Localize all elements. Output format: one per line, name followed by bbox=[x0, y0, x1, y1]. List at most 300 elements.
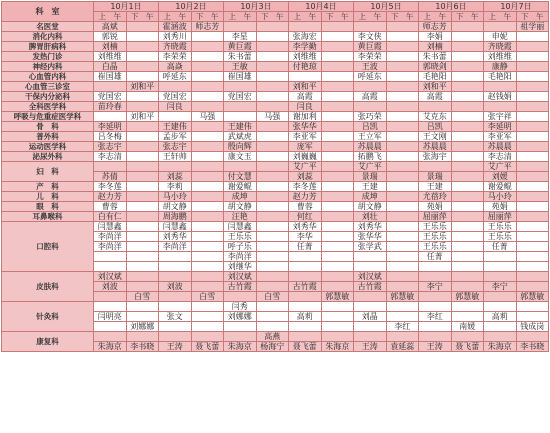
doctor-cell bbox=[126, 232, 159, 242]
doctor-cell: 王建 bbox=[419, 182, 452, 192]
doctor-cell: 崔国雄 bbox=[94, 72, 127, 82]
doctor-cell: 李书晓 bbox=[126, 342, 159, 352]
doctor-cell bbox=[516, 302, 549, 312]
doctor-cell: 吕凯 bbox=[354, 122, 387, 132]
doctor-cell bbox=[516, 152, 549, 162]
doctor-cell: 李亚军 bbox=[289, 132, 322, 142]
doctor-cell: 黄巨霞 bbox=[354, 42, 387, 52]
doctor-cell bbox=[451, 212, 484, 222]
doctor-cell bbox=[321, 102, 354, 112]
doctor-cell: 党国宏 bbox=[94, 92, 127, 102]
doctor-cell: 苏晨晨 bbox=[484, 142, 517, 152]
doctor-cell bbox=[321, 172, 354, 182]
doctor-cell bbox=[516, 212, 549, 222]
doctor-cell bbox=[94, 262, 127, 272]
doctor-cell bbox=[419, 262, 452, 272]
doctor-cell bbox=[451, 152, 484, 162]
doctor-cell: 孟步军 bbox=[159, 132, 192, 142]
doctor-cell bbox=[484, 22, 517, 32]
doctor-cell bbox=[321, 332, 354, 342]
date-header: 10月6日 bbox=[419, 2, 484, 12]
doctor-cell: 曹蓉 bbox=[94, 202, 127, 212]
doctor-cell bbox=[451, 252, 484, 262]
doctor-cell bbox=[354, 102, 387, 112]
doctor-cell: 白晶 bbox=[94, 62, 127, 72]
doctor-cell bbox=[126, 182, 159, 192]
doctor-cell bbox=[386, 162, 419, 172]
doctor-cell: 刘维维 bbox=[484, 52, 517, 62]
doctor-cell: 袁延蕊 bbox=[386, 342, 419, 352]
dept-name: 产 科 bbox=[2, 182, 94, 192]
doctor-cell: 白雪 bbox=[126, 292, 159, 302]
doctor-cell bbox=[126, 192, 159, 202]
doctor-cell: 张文 bbox=[159, 312, 192, 322]
date-header: 10月4日 bbox=[289, 2, 354, 12]
doctor-cell bbox=[126, 132, 159, 142]
doctor-cell: 拓鹏飞 bbox=[354, 152, 387, 162]
doctor-cell bbox=[191, 102, 224, 112]
doctor-cell: 崔国雄 bbox=[224, 72, 257, 82]
doctor-cell: 胡文静 bbox=[159, 202, 192, 212]
doctor-cell bbox=[256, 232, 289, 242]
doctor-cell: 吕冬梅 bbox=[94, 132, 127, 142]
doctor-cell bbox=[451, 192, 484, 202]
doctor-cell: 闫良 bbox=[159, 102, 192, 112]
doctor-cell bbox=[386, 82, 419, 92]
doctor-cell: 刘和平 bbox=[419, 82, 452, 92]
doctor-cell bbox=[191, 162, 224, 172]
doctor-cell bbox=[321, 272, 354, 282]
doctor-cell: 毛艳阳 bbox=[419, 72, 452, 82]
doctor-cell: 聂飞蕾 bbox=[451, 342, 484, 352]
doctor-cell bbox=[289, 332, 322, 342]
doctor-cell: 李志清 bbox=[94, 152, 127, 162]
doctor-cell bbox=[419, 302, 452, 312]
doctor-cell bbox=[451, 132, 484, 142]
doctor-cell: 闫明亮 bbox=[94, 312, 127, 322]
doctor-cell bbox=[191, 282, 224, 292]
doctor-cell bbox=[256, 262, 289, 272]
doctor-cell bbox=[354, 292, 387, 302]
doctor-cell bbox=[94, 112, 127, 122]
doctor-cell bbox=[289, 302, 322, 312]
doctor-cell: 成坤 bbox=[354, 192, 387, 202]
doctor-cell bbox=[386, 32, 419, 42]
doctor-cell: 郭慧敏 bbox=[386, 292, 419, 302]
doctor-cell: 谢爱鲲 bbox=[484, 182, 517, 192]
doctor-cell bbox=[321, 152, 354, 162]
doctor-cell bbox=[451, 262, 484, 272]
dept-name: 名医堂 bbox=[2, 22, 94, 32]
table-row bbox=[2, 332, 549, 342]
doctor-cell bbox=[191, 32, 224, 42]
doctor-cell bbox=[386, 232, 419, 242]
doctor-cell: 刘和平 bbox=[289, 82, 322, 92]
schedule-table bbox=[1, 1, 549, 352]
doctor-cell bbox=[516, 72, 549, 82]
dept-name: 消化内科 bbox=[2, 32, 94, 42]
doctor-cell bbox=[289, 292, 322, 302]
doctor-cell bbox=[191, 242, 224, 252]
doctor-cell: 付艳琼 bbox=[289, 62, 322, 72]
table-row bbox=[2, 222, 549, 232]
doctor-cell: 刘维维 bbox=[289, 52, 322, 62]
doctor-cell: 白雪 bbox=[256, 292, 289, 302]
doctor-cell: 马小玲 bbox=[159, 192, 192, 202]
doctor-cell bbox=[321, 22, 354, 32]
doctor-cell bbox=[451, 72, 484, 82]
doctor-cell bbox=[256, 322, 289, 332]
doctor-cell bbox=[451, 22, 484, 32]
date-header: 10月5日 bbox=[354, 2, 419, 12]
doctor-cell: 任菁 bbox=[419, 252, 452, 262]
pm-header: 下 午 bbox=[256, 12, 289, 22]
doctor-cell bbox=[321, 162, 354, 172]
doctor-cell bbox=[191, 202, 224, 212]
doctor-cell: 景瑞 bbox=[419, 172, 452, 182]
doctor-cell bbox=[484, 272, 517, 282]
date-header: 10月7日 bbox=[484, 2, 549, 12]
doctor-cell: 艾克东 bbox=[419, 112, 452, 122]
doctor-cell bbox=[354, 332, 387, 342]
doctor-cell: 曹蓉 bbox=[289, 202, 322, 212]
am-header: 上 午 bbox=[94, 12, 127, 22]
doctor-cell: 景瑞 bbox=[354, 172, 387, 182]
doctor-cell: 李志清 bbox=[484, 152, 517, 162]
doctor-cell: 张巧荣 bbox=[354, 112, 387, 122]
doctor-cell bbox=[224, 322, 257, 332]
doctor-cell bbox=[516, 192, 549, 202]
doctor-cell: 康文玉 bbox=[224, 152, 257, 162]
doctor-cell: 李尚洋 bbox=[94, 232, 127, 242]
doctor-cell bbox=[256, 212, 289, 222]
dept-name: 口腔科 bbox=[2, 222, 94, 272]
doctor-cell: 郭锐 bbox=[94, 32, 127, 42]
doctor-cell: 康静 bbox=[484, 62, 517, 72]
doctor-cell bbox=[126, 282, 159, 292]
doctor-cell bbox=[484, 252, 517, 262]
doctor-cell: 赵力芳 bbox=[94, 192, 127, 202]
doctor-cell bbox=[321, 242, 354, 252]
dept-name: 心血管三诊室 bbox=[2, 82, 94, 92]
doctor-cell: 聂飞蕾 bbox=[289, 342, 322, 352]
doctor-cell bbox=[451, 42, 484, 52]
doctor-cell bbox=[386, 312, 419, 322]
doctor-cell bbox=[94, 82, 127, 92]
doctor-cell bbox=[256, 162, 289, 172]
doctor-cell bbox=[451, 102, 484, 112]
doctor-cell: 尤蓓玲 bbox=[419, 192, 452, 202]
am-header: 上 午 bbox=[224, 12, 257, 22]
doctor-cell: 付文慧 bbox=[224, 172, 257, 182]
doctor-cell: 汪艳 bbox=[224, 212, 257, 222]
dept-name: 针灸科 bbox=[2, 302, 94, 332]
doctor-cell bbox=[386, 132, 419, 142]
doctor-cell: 苑娟 bbox=[484, 202, 517, 212]
doctor-cell bbox=[126, 62, 159, 72]
doctor-cell bbox=[191, 302, 224, 312]
dept-name: 康复科 bbox=[2, 332, 94, 352]
doctor-cell bbox=[516, 182, 549, 192]
doctor-cell bbox=[451, 52, 484, 62]
table-row bbox=[2, 182, 549, 192]
doctor-cell bbox=[191, 72, 224, 82]
doctor-cell bbox=[516, 202, 549, 212]
doctor-cell: 古竹霞 bbox=[224, 282, 257, 292]
doctor-cell: 王敏 bbox=[224, 62, 257, 72]
doctor-cell bbox=[94, 302, 127, 312]
doctor-cell bbox=[386, 182, 419, 192]
doctor-cell bbox=[516, 252, 549, 262]
doctor-cell bbox=[484, 102, 517, 112]
doctor-cell: 李亚军 bbox=[484, 132, 517, 142]
doctor-cell: 高霞 bbox=[419, 92, 452, 102]
doctor-cell bbox=[256, 82, 289, 92]
doctor-cell bbox=[419, 162, 452, 172]
doctor-cell bbox=[516, 82, 549, 92]
doctor-cell bbox=[386, 262, 419, 272]
doctor-cell: 高斌 bbox=[94, 22, 127, 32]
doctor-cell bbox=[256, 32, 289, 42]
doctor-cell: 高莉 bbox=[289, 312, 322, 322]
doctor-cell bbox=[354, 252, 387, 262]
doctor-cell: 张志宇 bbox=[94, 142, 127, 152]
doctor-cell: 闫良 bbox=[289, 102, 322, 112]
doctor-cell bbox=[451, 82, 484, 92]
doctor-cell bbox=[256, 92, 289, 102]
table-row bbox=[2, 112, 549, 122]
doctor-cell bbox=[516, 32, 549, 42]
table-row bbox=[2, 82, 549, 92]
doctor-cell bbox=[289, 272, 322, 282]
doctor-cell bbox=[516, 142, 549, 152]
doctor-cell bbox=[256, 282, 289, 292]
doctor-cell bbox=[256, 202, 289, 212]
dept-name: 儿 科 bbox=[2, 192, 94, 202]
doctor-cell bbox=[516, 312, 549, 322]
dept-name: 皮肤科 bbox=[2, 272, 94, 302]
table-row bbox=[2, 32, 549, 42]
doctor-cell: 古竹霞 bbox=[354, 282, 387, 292]
doctor-cell: 苏晨晨 bbox=[419, 142, 452, 152]
doctor-cell bbox=[191, 62, 224, 72]
doctor-cell bbox=[321, 232, 354, 242]
doctor-cell: 高燕 bbox=[256, 332, 289, 342]
doctor-cell: 任菁 bbox=[484, 242, 517, 252]
dept-name: 呼吸与危重症医学科 bbox=[2, 112, 94, 122]
dept-name: 脾胃肝病科 bbox=[2, 42, 94, 52]
dept-name: 神经内科 bbox=[2, 62, 94, 72]
doctor-cell bbox=[516, 272, 549, 282]
doctor-cell bbox=[256, 242, 289, 252]
dept-name: 耳鼻喉科 bbox=[2, 212, 94, 222]
doctor-cell bbox=[256, 222, 289, 232]
doctor-cell: 李尚洋 bbox=[159, 242, 192, 252]
doctor-cell: 闫慧鑫 bbox=[94, 222, 127, 232]
am-header: 上 午 bbox=[419, 12, 452, 22]
doctor-cell bbox=[516, 132, 549, 142]
doctor-cell: 艾广平 bbox=[289, 162, 322, 172]
doctor-cell bbox=[191, 182, 224, 192]
doctor-cell: 何红 bbox=[289, 212, 322, 222]
doctor-cell bbox=[159, 302, 192, 312]
doctor-cell: 刘波 bbox=[94, 282, 127, 292]
doctor-cell: 刘汉斌 bbox=[354, 272, 387, 282]
doctor-cell: 张海宏 bbox=[289, 32, 322, 42]
doctor-cell: 郭晓剑 bbox=[419, 62, 452, 72]
doctor-cell bbox=[224, 22, 257, 32]
doctor-cell bbox=[354, 302, 387, 312]
doctor-cell bbox=[451, 32, 484, 42]
doctor-cell bbox=[451, 162, 484, 172]
doctor-cell: 师志芳 bbox=[419, 22, 452, 32]
doctor-cell bbox=[256, 172, 289, 182]
dept-name: 干保内分泌科 bbox=[2, 92, 94, 102]
doctor-cell bbox=[516, 242, 549, 252]
doctor-cell bbox=[321, 282, 354, 292]
doctor-cell: 李冬莲 bbox=[289, 182, 322, 192]
doctor-cell: 李宁 bbox=[419, 282, 452, 292]
doctor-cell: 朱海京 bbox=[321, 342, 354, 352]
doctor-cell bbox=[159, 82, 192, 92]
doctor-cell bbox=[354, 322, 387, 332]
doctor-cell: 李尚洋 bbox=[224, 252, 257, 262]
doctor-cell bbox=[451, 272, 484, 282]
doctor-cell: 刘秀华 bbox=[289, 222, 322, 232]
doctor-cell bbox=[191, 222, 224, 232]
doctor-cell: 郭慧敏 bbox=[321, 292, 354, 302]
doctor-cell: 王乐乐 bbox=[484, 222, 517, 232]
doctor-cell: 李学勤 bbox=[289, 42, 322, 52]
doctor-cell bbox=[191, 52, 224, 62]
doctor-cell: 李文侠 bbox=[354, 32, 387, 42]
dept-name: 心血管内科 bbox=[2, 72, 94, 82]
doctor-cell bbox=[354, 22, 387, 32]
doctor-cell: 毛艳阳 bbox=[484, 72, 517, 82]
doctor-cell bbox=[451, 282, 484, 292]
doctor-cell: 古竹霞 bbox=[289, 282, 322, 292]
table-row bbox=[2, 62, 549, 72]
doctor-cell bbox=[484, 262, 517, 272]
doctor-cell bbox=[191, 122, 224, 132]
doctor-cell: 朱海京 bbox=[224, 342, 257, 352]
doctor-cell bbox=[386, 122, 419, 132]
doctor-cell: 苑娟 bbox=[419, 202, 452, 212]
doctor-cell bbox=[386, 152, 419, 162]
doctor-cell bbox=[386, 22, 419, 32]
doctor-cell bbox=[126, 42, 159, 52]
doctor-cell: 刘媛 bbox=[484, 172, 517, 182]
table-row bbox=[2, 212, 549, 222]
doctor-cell bbox=[289, 252, 322, 262]
doctor-cell bbox=[386, 142, 419, 152]
doctor-cell bbox=[256, 102, 289, 112]
doctor-cell: 祖学丽 bbox=[516, 22, 549, 32]
doctor-cell bbox=[516, 172, 549, 182]
doctor-cell: 艾广平 bbox=[354, 162, 387, 172]
doctor-cell bbox=[516, 122, 549, 132]
doctor-cell: 刘娜娜 bbox=[126, 322, 159, 332]
doctor-cell: 王乐乐 bbox=[419, 232, 452, 242]
doctor-cell: 李延明 bbox=[94, 122, 127, 132]
doctor-cell: 呼延东 bbox=[159, 72, 192, 82]
doctor-cell bbox=[191, 332, 224, 342]
table-row bbox=[2, 162, 549, 172]
doctor-cell bbox=[451, 182, 484, 192]
doctor-cell bbox=[321, 82, 354, 92]
doctor-cell: 李尚洋 bbox=[94, 242, 127, 252]
doctor-cell: 朱书蕾 bbox=[419, 52, 452, 62]
doctor-cell: 刘波 bbox=[159, 282, 192, 292]
doctor-cell bbox=[224, 112, 257, 122]
dept-name: 运动医学科 bbox=[2, 142, 94, 152]
pm-header: 下 午 bbox=[451, 12, 484, 22]
doctor-cell: 闫慧鑫 bbox=[224, 222, 257, 232]
doctor-cell: 刘继华 bbox=[224, 262, 257, 272]
table-row bbox=[2, 52, 549, 62]
doctor-cell bbox=[94, 292, 127, 302]
doctor-cell: 张华华 bbox=[354, 232, 387, 242]
doctor-cell: 朱海京 bbox=[94, 342, 127, 352]
doctor-cell: 马强 bbox=[256, 112, 289, 122]
doctor-cell bbox=[484, 332, 517, 342]
doctor-cell bbox=[386, 282, 419, 292]
doctor-cell bbox=[224, 102, 257, 112]
table-row bbox=[2, 302, 549, 312]
doctor-cell: 师志芳 bbox=[191, 22, 224, 32]
doctor-cell: 刘秀华 bbox=[159, 232, 192, 242]
doctor-cell bbox=[386, 202, 419, 212]
doctor-cell: 李红 bbox=[419, 312, 452, 322]
doctor-cell bbox=[451, 302, 484, 312]
doctor-cell bbox=[451, 242, 484, 252]
doctor-cell bbox=[126, 332, 159, 342]
doctor-cell bbox=[289, 322, 322, 332]
doctor-cell: 庞军 bbox=[289, 142, 322, 152]
doctor-cell bbox=[451, 142, 484, 152]
doctor-cell: 马强 bbox=[191, 112, 224, 122]
doctor-cell: 马小玲 bbox=[484, 192, 517, 202]
doctor-cell bbox=[321, 72, 354, 82]
doctor-cell bbox=[516, 222, 549, 232]
doctor-cell bbox=[516, 102, 549, 112]
doctor-cell: 胡文静 bbox=[224, 202, 257, 212]
doctor-cell: 钱成岗 bbox=[516, 322, 549, 332]
doctor-cell bbox=[386, 192, 419, 202]
am-header: 上 午 bbox=[289, 12, 322, 22]
doctor-cell: 王文刚 bbox=[419, 132, 452, 142]
doctor-cell: 李荣荣 bbox=[159, 52, 192, 62]
doctor-cell bbox=[191, 212, 224, 222]
am-header: 上 午 bbox=[354, 12, 387, 22]
doctor-cell bbox=[191, 192, 224, 202]
doctor-cell bbox=[386, 272, 419, 282]
doctor-cell: 闫秀 bbox=[224, 302, 257, 312]
doctor-cell: 高焱 bbox=[159, 62, 192, 72]
doctor-cell bbox=[94, 252, 127, 262]
doctor-cell bbox=[94, 332, 127, 342]
table-row bbox=[2, 42, 549, 52]
doctor-cell bbox=[256, 192, 289, 202]
doctor-cell bbox=[126, 202, 159, 212]
doctor-cell bbox=[451, 222, 484, 232]
doctor-cell: 苗玲春 bbox=[94, 102, 127, 112]
doctor-cell: 屈丽萍 bbox=[419, 212, 452, 222]
doctor-cell: 霍涵波 bbox=[159, 22, 192, 32]
doctor-cell: 王波 bbox=[354, 62, 387, 72]
date-header: 10月3日 bbox=[224, 2, 289, 12]
doctor-cell bbox=[126, 122, 159, 132]
